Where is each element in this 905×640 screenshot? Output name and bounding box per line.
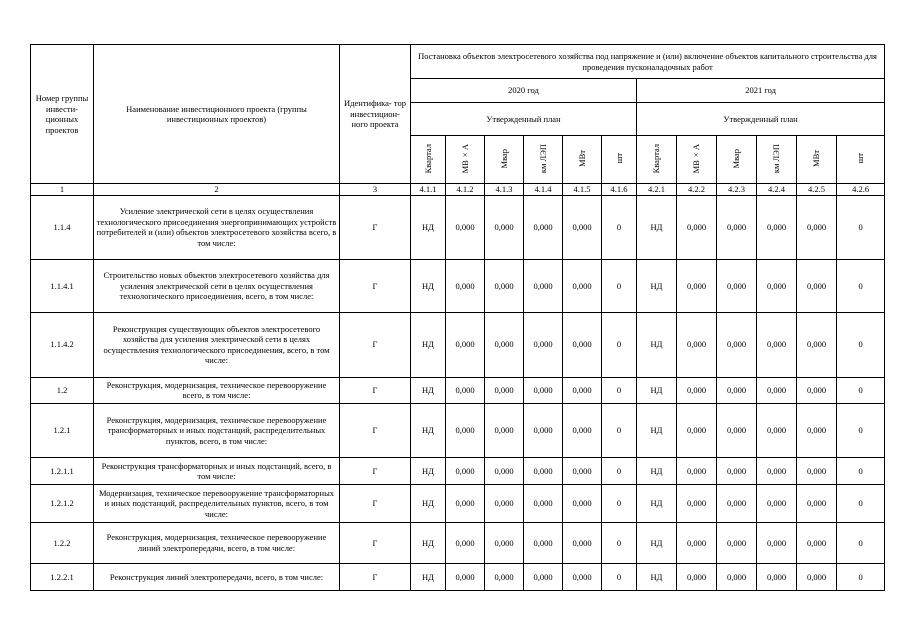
unit-label: МВт xyxy=(576,149,587,167)
value-cell-2020: 0,000 xyxy=(485,195,524,260)
unit-label: МВт xyxy=(811,149,822,167)
value-cell-2020: 0,000 xyxy=(485,312,524,377)
value-cell-2020: 0,000 xyxy=(446,523,485,563)
value-cell-2021: 0,000 xyxy=(717,403,757,458)
numbering-row xyxy=(31,184,885,196)
column-number: 4.2.2 xyxy=(677,184,717,196)
unit-label: Квартал xyxy=(422,143,433,173)
value-cell-2021: НД xyxy=(637,312,677,377)
value-cell-2020: 0,000 xyxy=(446,403,485,458)
value-cell-2020: 0,000 xyxy=(563,484,602,522)
value-cell-2020: 0 xyxy=(602,563,637,590)
value-cell-2021: НД xyxy=(637,195,677,260)
value-cell-2021: 0,000 xyxy=(677,377,717,403)
column-number: 4.1.1 xyxy=(411,184,446,196)
unit-header xyxy=(677,136,717,184)
value-cell-2020: 0,000 xyxy=(563,377,602,403)
identifier-cell: Г xyxy=(340,195,411,260)
column-number: 4.2.1 xyxy=(637,184,677,196)
project-name-cell: Реконструкция существующих объектов электросетевого хозяйства для усиления электрической сети в целях осуществления технологического присоединения, всего, в том числе: xyxy=(94,312,340,377)
project-name-cell: Реконструкция, модернизация, техническое перевооружение всего, в том числе: xyxy=(94,377,340,403)
value-cell-2021: 0,000 xyxy=(717,523,757,563)
value-cell-2020: 0 xyxy=(602,377,637,403)
value-cell-2021: 0,000 xyxy=(757,377,797,403)
value-cell-2021: 0,000 xyxy=(677,403,717,458)
unit-label: МВ×А xyxy=(459,143,470,173)
value-cell-2021: 0,000 xyxy=(717,312,757,377)
column-number: 4.1.5 xyxy=(563,184,602,196)
value-cell-2021: 0,000 xyxy=(757,260,797,313)
value-cell-2021: 0,000 xyxy=(797,403,837,458)
table-row xyxy=(31,312,885,377)
column-number: 2 xyxy=(94,184,340,196)
value-cell-2020: НД xyxy=(411,195,446,260)
value-cell-2021: 0 xyxy=(837,458,885,484)
value-cell-2020: 0,000 xyxy=(524,312,563,377)
value-cell-2021: 0,000 xyxy=(677,312,717,377)
value-cell-2020: 0 xyxy=(602,458,637,484)
table-row xyxy=(31,377,885,403)
value-cell-2020: 0,000 xyxy=(485,403,524,458)
value-cell-2020: 0,000 xyxy=(563,523,602,563)
value-cell-2021: 0,000 xyxy=(757,195,797,260)
unit-header xyxy=(446,136,485,184)
table-row xyxy=(31,563,885,590)
value-cell-2021: 0 xyxy=(837,377,885,403)
value-cell-2020: 0,000 xyxy=(446,458,485,484)
unit-header xyxy=(602,136,637,184)
group-number-cell: 1.2.2 xyxy=(31,523,94,563)
header-plan-2020: Утвержденный план xyxy=(411,103,637,136)
table-row xyxy=(31,403,885,458)
unit-header xyxy=(717,136,757,184)
value-cell-2021: 0,000 xyxy=(797,563,837,590)
column-number: 4.2.4 xyxy=(757,184,797,196)
group-number-cell: 1.1.4.1 xyxy=(31,260,94,313)
column-number: 4.2.6 xyxy=(837,184,885,196)
value-cell-2021: НД xyxy=(637,523,677,563)
value-cell-2020: 0,000 xyxy=(563,403,602,458)
value-cell-2020: 0,000 xyxy=(485,458,524,484)
project-name-cell: Реконструкция линий электропередачи, всего, в том числе: xyxy=(94,563,340,590)
identifier-cell: Г xyxy=(340,484,411,522)
value-cell-2021: НД xyxy=(637,403,677,458)
value-cell-2021: 0,000 xyxy=(797,484,837,522)
table-row xyxy=(31,195,885,260)
column-number: 4.1.2 xyxy=(446,184,485,196)
table-row xyxy=(31,523,885,563)
identifier-cell: Г xyxy=(340,377,411,403)
value-cell-2021: 0,000 xyxy=(677,458,717,484)
group-number-cell: 1.2.1 xyxy=(31,403,94,458)
value-cell-2021: 0,000 xyxy=(717,195,757,260)
value-cell-2021: НД xyxy=(637,484,677,522)
value-cell-2020: 0,000 xyxy=(485,523,524,563)
unit-header xyxy=(524,136,563,184)
value-cell-2020: 0 xyxy=(602,403,637,458)
value-cell-2021: 0,000 xyxy=(717,458,757,484)
table-body xyxy=(31,195,885,591)
unit-header xyxy=(563,136,602,184)
unit-header xyxy=(637,136,677,184)
value-cell-2021: 0,000 xyxy=(757,403,797,458)
value-cell-2021: 0,000 xyxy=(797,312,837,377)
unit-label: Квартал xyxy=(651,143,662,173)
value-cell-2020: 0,000 xyxy=(563,458,602,484)
value-cell-2020: 0 xyxy=(602,260,637,313)
value-cell-2020: 0,000 xyxy=(524,377,563,403)
unit-header xyxy=(485,136,524,184)
value-cell-2020: 0,000 xyxy=(563,312,602,377)
header-year-2021: 2021 год xyxy=(637,79,885,103)
value-cell-2020: 0 xyxy=(602,195,637,260)
value-cell-2020: 0,000 xyxy=(524,195,563,260)
value-cell-2021: 0,000 xyxy=(797,458,837,484)
value-cell-2020: НД xyxy=(411,563,446,590)
column-number: 4.1.6 xyxy=(602,184,637,196)
value-cell-2020: 0,000 xyxy=(524,403,563,458)
unit-label: Мвар xyxy=(498,148,509,168)
value-cell-2020: 0,000 xyxy=(524,484,563,522)
column-number: 4.1.4 xyxy=(524,184,563,196)
identifier-cell: Г xyxy=(340,260,411,313)
value-cell-2020: НД xyxy=(411,523,446,563)
value-cell-2021: НД xyxy=(637,563,677,590)
value-cell-2020: НД xyxy=(411,458,446,484)
value-cell-2021: НД xyxy=(637,377,677,403)
value-cell-2021: 0,000 xyxy=(797,523,837,563)
unit-label: км ЛЭП xyxy=(537,143,548,173)
value-cell-2021: 0,000 xyxy=(717,563,757,590)
value-cell-2020: 0,000 xyxy=(446,312,485,377)
value-cell-2020: НД xyxy=(411,377,446,403)
value-cell-2021: 0,000 xyxy=(757,312,797,377)
value-cell-2021: 0,000 xyxy=(797,195,837,260)
unit-header xyxy=(797,136,837,184)
group-number-cell: 1.2.2.1 xyxy=(31,563,94,590)
project-name-cell: Реконструкция, модернизация, техническое перевооружение трансформаторных и иных подстанций, распределительных пунктов, всего, в том числе: xyxy=(94,403,340,458)
group-number-cell: 1.2.1.2 xyxy=(31,484,94,522)
value-cell-2020: 0,000 xyxy=(446,563,485,590)
value-cell-2020: 0 xyxy=(602,312,637,377)
header-project-name: Наименование инвестиционного проекта (группы инвестиционных проектов) xyxy=(94,45,340,184)
identifier-cell: Г xyxy=(340,458,411,484)
investment-projects-table xyxy=(30,44,885,591)
header-identifier: Идентифика- тор инвестицион- ного проекта xyxy=(340,45,411,184)
value-cell-2020: НД xyxy=(411,312,446,377)
group-number-cell: 1.1.4 xyxy=(31,195,94,260)
value-cell-2021: 0,000 xyxy=(717,377,757,403)
project-name-cell: Строительство новых объектов электросетевого хозяйства для усиления электрической сети в целях осуществления технологического присоединения, всего, в том числе: xyxy=(94,260,340,313)
unit-label: шт xyxy=(613,153,624,164)
unit-label: км ЛЭП xyxy=(771,143,782,173)
value-cell-2020: НД xyxy=(411,403,446,458)
project-name-cell: Реконструкция трансформаторных и иных подстанций, всего, в том числе: xyxy=(94,458,340,484)
value-cell-2020: 0,000 xyxy=(446,377,485,403)
value-cell-2021: 0,000 xyxy=(677,260,717,313)
unit-header xyxy=(757,136,797,184)
value-cell-2020: 0,000 xyxy=(524,260,563,313)
value-cell-2020: 0,000 xyxy=(563,195,602,260)
value-cell-2020: НД xyxy=(411,260,446,313)
identifier-cell: Г xyxy=(340,403,411,458)
value-cell-2021: 0 xyxy=(837,563,885,590)
value-cell-2021: 0,000 xyxy=(717,260,757,313)
unit-label: МВ×А xyxy=(691,143,702,173)
value-cell-2021: 0,000 xyxy=(757,458,797,484)
value-cell-2020: 0,000 xyxy=(485,563,524,590)
value-cell-2020: 0 xyxy=(602,484,637,522)
value-cell-2020: 0,000 xyxy=(563,260,602,313)
table-header xyxy=(31,45,885,196)
table-row xyxy=(31,484,885,522)
project-name-cell: Реконструкция, модернизация, техническое перевооружение линий электропередачи, всего, в том числе: xyxy=(94,523,340,563)
value-cell-2021: 0,000 xyxy=(757,484,797,522)
table-row xyxy=(31,260,885,313)
value-cell-2021: 0 xyxy=(837,523,885,563)
value-cell-2021: 0 xyxy=(837,484,885,522)
group-number-cell: 1.2.1.1 xyxy=(31,458,94,484)
value-cell-2021: 0 xyxy=(837,312,885,377)
value-cell-2020: 0,000 xyxy=(524,458,563,484)
group-number-cell: 1.1.4.2 xyxy=(31,312,94,377)
value-cell-2021: 0,000 xyxy=(797,377,837,403)
header-span-title: Постановка объектов электросетевого хозяйства под напряжение и (или) включение объектов капитального строительства для проведения пусконаладочных работ xyxy=(411,45,885,79)
value-cell-2020: 0,000 xyxy=(446,484,485,522)
unit-header xyxy=(837,136,885,184)
value-cell-2021: 0 xyxy=(837,403,885,458)
value-cell-2021: 0 xyxy=(837,260,885,313)
value-cell-2020: 0,000 xyxy=(485,260,524,313)
column-number: 1 xyxy=(31,184,94,196)
project-name-cell: Усиление электрической сети в целях осуществления технологического присоединения энергопринимающих устройств потребителей и (или) объектов электросетевого хозяйства всего, в том числе: xyxy=(94,195,340,260)
value-cell-2021: 0 xyxy=(837,195,885,260)
column-number: 4.1.3 xyxy=(485,184,524,196)
unit-label: шт xyxy=(855,153,866,164)
value-cell-2021: 0,000 xyxy=(717,484,757,522)
identifier-cell: Г xyxy=(340,563,411,590)
value-cell-2020: 0,000 xyxy=(446,260,485,313)
header-year-2020: 2020 год xyxy=(411,79,637,103)
header-group-number: Номер группы инвести- ционных проектов xyxy=(31,45,94,184)
header-plan-2021: Утвержденный план xyxy=(637,103,885,136)
column-number: 3 xyxy=(340,184,411,196)
value-cell-2020: 0,000 xyxy=(485,377,524,403)
value-cell-2020: 0,000 xyxy=(524,523,563,563)
value-cell-2021: 0,000 xyxy=(677,484,717,522)
unit-label: Мвар xyxy=(731,148,742,168)
value-cell-2021: 0,000 xyxy=(757,563,797,590)
value-cell-2020: 0,000 xyxy=(485,484,524,522)
unit-header xyxy=(411,136,446,184)
identifier-cell: Г xyxy=(340,523,411,563)
value-cell-2021: 0,000 xyxy=(677,195,717,260)
value-cell-2020: 0,000 xyxy=(524,563,563,590)
value-cell-2020: 0,000 xyxy=(563,563,602,590)
column-number: 4.2.5 xyxy=(797,184,837,196)
column-number: 4.2.3 xyxy=(717,184,757,196)
table-row xyxy=(31,458,885,484)
group-number-cell: 1.2 xyxy=(31,377,94,403)
value-cell-2021: 0,000 xyxy=(677,563,717,590)
value-cell-2020: 0 xyxy=(602,523,637,563)
value-cell-2021: 0,000 xyxy=(757,523,797,563)
value-cell-2020: НД xyxy=(411,484,446,522)
identifier-cell: Г xyxy=(340,312,411,377)
value-cell-2021: 0,000 xyxy=(797,260,837,313)
value-cell-2020: 0,000 xyxy=(446,195,485,260)
value-cell-2021: НД xyxy=(637,260,677,313)
value-cell-2021: НД xyxy=(637,458,677,484)
project-name-cell: Модернизация, техническое перевооружение трансформаторных и иных подстанций, распределительных пунктов, всего, в том числе: xyxy=(94,484,340,522)
value-cell-2021: 0,000 xyxy=(677,523,717,563)
